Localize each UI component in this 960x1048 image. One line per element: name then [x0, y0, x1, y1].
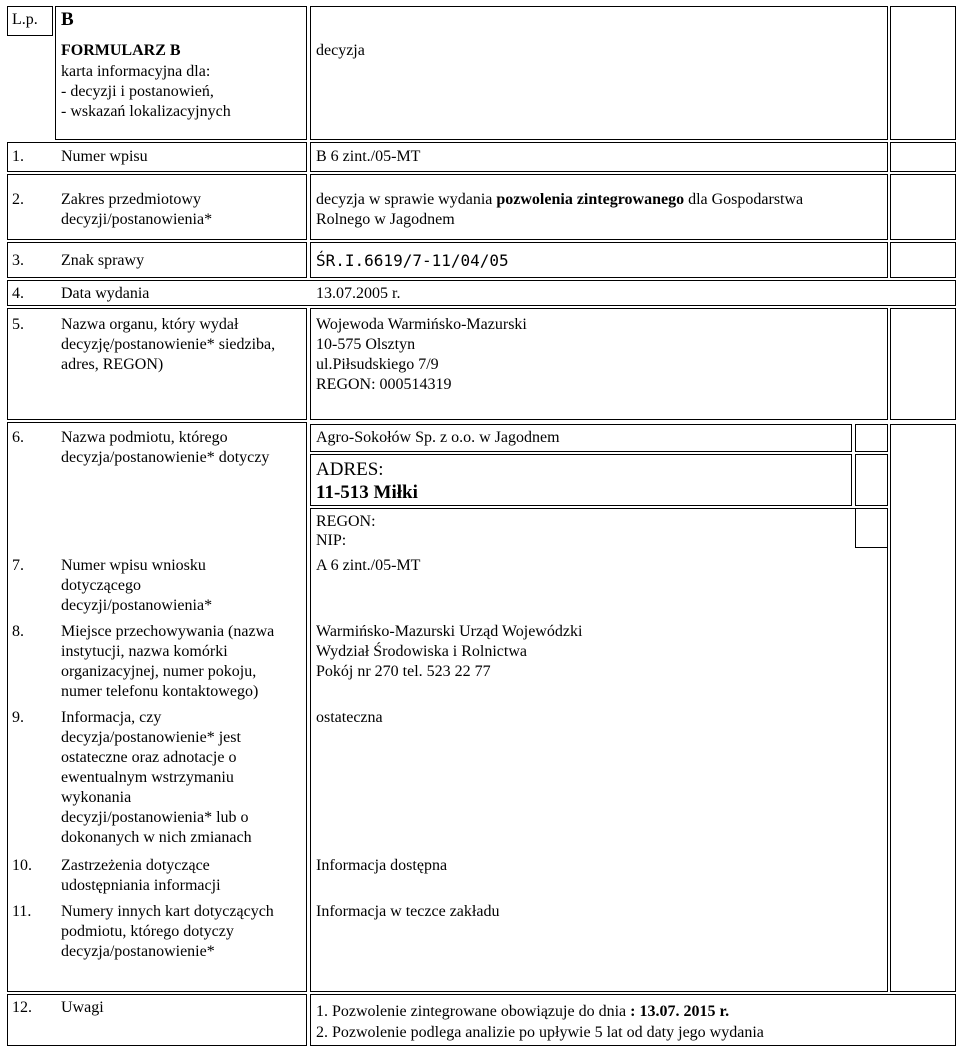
- row-7-label-2: dotyczącego: [61, 577, 141, 594]
- row-8-value-1: Warmińsko-Mazurski Urząd Wojewódzki: [316, 623, 583, 640]
- row-9-label-7: dokonanych w nich zmianach: [61, 829, 252, 846]
- row-8-value-3: Pokój nr 270 tel. 523 22 77: [316, 663, 491, 680]
- doc-type: decyzja: [316, 42, 365, 59]
- row-1-label-cell: [7, 142, 307, 172]
- row-2-num: 2.: [12, 191, 24, 208]
- row-9-label-2: decyzja/postanowienie* jest: [61, 729, 241, 746]
- row-7-label-1: Numer wpisu wniosku: [61, 557, 206, 574]
- row-2-extra-cell: [890, 174, 956, 240]
- extra-cell-c: [855, 508, 888, 548]
- row-11-value: Informacja w teczce zakładu: [316, 903, 500, 920]
- form-line-2: - decyzji i postanowień,: [61, 83, 214, 100]
- row-10-label-1: Zastrzeżenia dotyczące: [61, 857, 210, 874]
- row-4-num: 4.: [12, 285, 24, 302]
- lp-label: L.p.: [12, 11, 38, 28]
- row-1-extra-cell: [890, 142, 956, 172]
- row-5-num: 5.: [12, 316, 24, 333]
- row-6-address: 11-513 Miłki: [316, 482, 418, 503]
- row-6-name: Agro-Sokołów Sp. z o.o. w Jagodnem: [316, 429, 560, 446]
- row-8-value-2: Wydział Środowiska i Rolnictwa: [316, 643, 527, 660]
- row-5-value-4: REGON: 000514319: [316, 376, 452, 393]
- row-12-note-2: 2. Pozwolenie podlega analizie po upływie 5 lat od daty jego wydania: [316, 1024, 764, 1041]
- row-10-value: Informacja dostępna: [316, 857, 448, 874]
- row-8-label-4: numer telefonu kontaktowego): [61, 683, 259, 700]
- row-4-value: 13.07.2005 r.: [316, 285, 401, 302]
- row-12-label-cell: [7, 994, 307, 1046]
- row-5-value-2: 10-575 Olsztyn: [316, 336, 416, 353]
- form-title: FORMULARZ B: [61, 42, 181, 59]
- row-9-num: 9.: [12, 709, 24, 726]
- extra-cell-right: [890, 424, 956, 992]
- row-9-label-3: ostateczne oraz adnotacje o: [61, 749, 237, 766]
- row-7-num: 7.: [12, 557, 24, 574]
- row-12-label: Uwagi: [61, 999, 104, 1016]
- row-1-value: B 6 zint./05-MT: [316, 148, 421, 165]
- row-3-label: Znak sprawy: [61, 252, 145, 269]
- extra-cell-b: [855, 454, 888, 506]
- row-6-nip: NIP:: [316, 532, 347, 549]
- row-11-label-1: Numery innych kart dotyczących: [61, 903, 274, 920]
- row-2-value-line-1: decyzja w sprawie wydania pozwolenia zintegrowanego dla Gospodarstwa: [316, 191, 804, 208]
- row-10-num: 10.: [12, 857, 32, 874]
- row-9-label-6: decyzji/postanowienia* lub o: [61, 809, 249, 826]
- row-1-label: Numer wpisu: [61, 148, 148, 165]
- row-5-label-1: Nazwa organu, który wydał: [61, 316, 239, 333]
- form-line-3: - wskazań lokalizacyjnych: [61, 103, 231, 120]
- row-8-label-1: Miejsce przechowywania (nazwa: [61, 623, 275, 640]
- row-3-value: ŚR.I.6619/7-11/04/05: [316, 251, 509, 270]
- row-1-num: 1.: [12, 148, 24, 165]
- row-5-value-1: Wojewoda Warmińsko-Mazurski: [316, 316, 527, 333]
- row-6-address-label: ADRES:: [316, 459, 384, 480]
- row-3-extra-cell: [890, 242, 956, 278]
- row-5-label-3: adres, REGON): [61, 356, 164, 373]
- row-10-label-2: udostępniania informacji: [61, 877, 221, 894]
- row-9-label-4: ewentualnym wstrzymaniu: [61, 769, 234, 786]
- row-6-label-1: Nazwa podmiotu, którego: [61, 429, 228, 446]
- row-5-extra-cell: [890, 308, 956, 420]
- row-6-num: 6.: [12, 429, 24, 446]
- row-7-label-3: decyzji/postanowienia*: [61, 597, 213, 614]
- cell-doc-type: [310, 6, 888, 140]
- row-11-num: 11.: [12, 903, 32, 920]
- row-5-value-3: ul.Piłsudskiego 7/9: [316, 356, 439, 373]
- row-12-num: 12.: [12, 999, 32, 1016]
- row-12-note-1: 1. Pozwolenie zintegrowane obowiązuje do dnia : 13.07. 2015 r.: [316, 1003, 730, 1020]
- row-11-label-3: decyzja/postanowienie*: [61, 943, 215, 960]
- b-letter: B: [61, 9, 74, 30]
- row-3-num: 3.: [12, 252, 24, 269]
- row-2-value-line-2: Rolnego w Jagodnem: [316, 211, 455, 228]
- row-5-label-2: decyzję/postanowienie* siedziba,: [61, 336, 276, 353]
- row-8-label-3: organizacyjnej, numer pokoju,: [61, 663, 257, 680]
- row-11-label-2: podmiotu, którego dotyczy: [61, 923, 234, 940]
- row-3-label-cell: [7, 242, 307, 278]
- row-9-label-1: Informacja, czy: [61, 709, 162, 726]
- row-9-label-5: wykonania: [61, 789, 132, 806]
- row-9-value: ostateczna: [316, 709, 383, 726]
- row-7-value: A 6 zint./05-MT: [316, 557, 421, 574]
- form-line-1: karta informacyjna dla:: [61, 63, 211, 80]
- cell-extra: [890, 6, 956, 140]
- row-2-label-1: Zakres przedmiotowy: [61, 191, 201, 208]
- row-4-label: Data wydania: [61, 285, 150, 302]
- extra-cell-a: [855, 424, 888, 452]
- row-8-label-2: instytucji, nazwa komórki: [61, 643, 228, 660]
- row-2-label-2: decyzji/postanowienia*: [61, 211, 213, 228]
- row-8-num: 8.: [12, 623, 24, 640]
- row-6-label-2: decyzja/postanowienie* dotyczy: [61, 449, 270, 466]
- row-6-regon: REGON:: [316, 513, 376, 530]
